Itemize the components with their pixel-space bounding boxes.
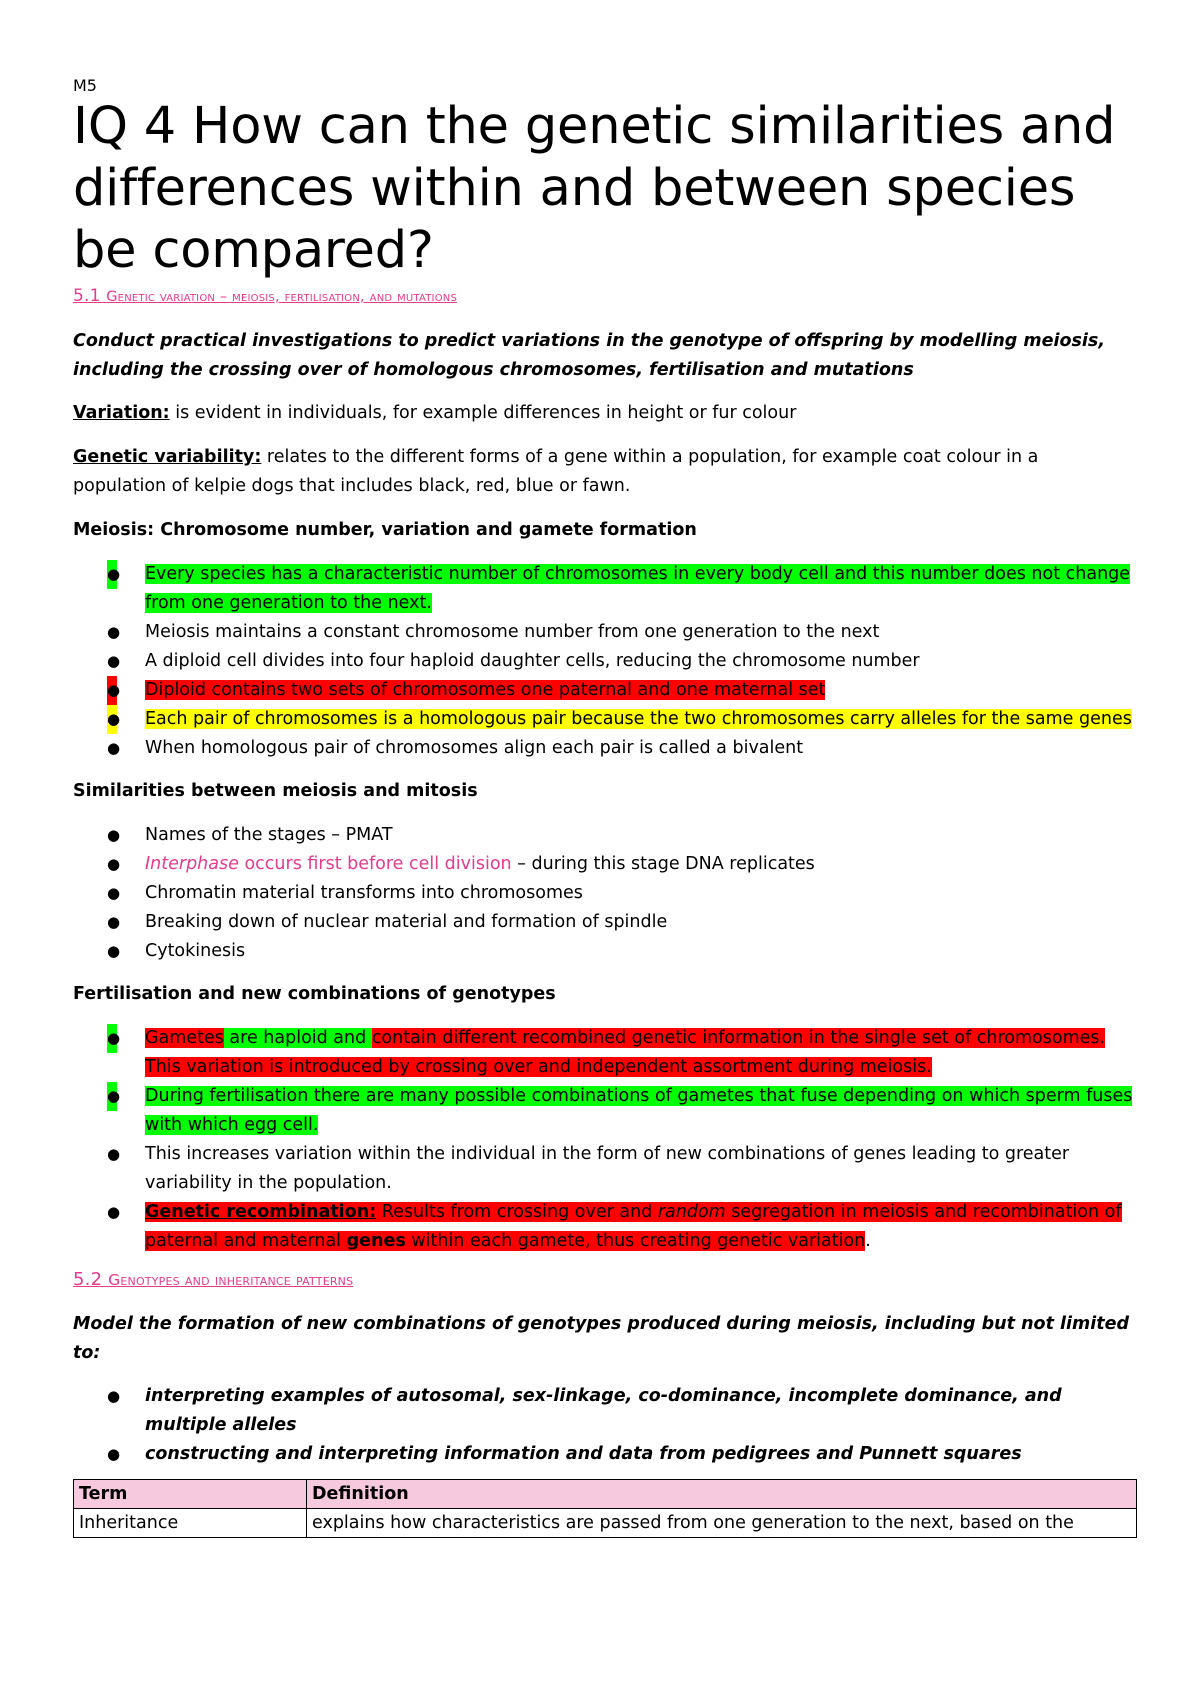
list-item bbox=[73, 1082, 1133, 1140]
list-item bbox=[73, 1198, 1133, 1256]
bullet-icon: ● bbox=[107, 739, 121, 757]
genes-text: genes bbox=[346, 1231, 406, 1251]
term-variation: Variation: bbox=[73, 403, 170, 423]
list-item bbox=[73, 1440, 1133, 1469]
bullet-icon: ● bbox=[107, 1445, 121, 1463]
list-item bbox=[73, 821, 1133, 850]
list-item bbox=[73, 908, 1133, 937]
bullet-icon: ● bbox=[107, 826, 121, 844]
page-title: IQ 4 How can the genetic similarities and differences within and between species be compared? bbox=[73, 97, 1116, 280]
bullet-icon: ● bbox=[107, 676, 117, 705]
subheading-similarities: Similarities between meiosis and mitosis bbox=[73, 781, 478, 801]
interphase-rest: – during this stage DNA replicates bbox=[511, 854, 815, 874]
bullet-icon: ● bbox=[107, 1387, 121, 1405]
list-item bbox=[73, 647, 1133, 676]
list-item-text: Every species has a characteristic number of chromosomes in every body cell and this number does not change from one generation to the next. bbox=[145, 564, 1131, 613]
definition-variation bbox=[73, 399, 1133, 428]
bullet-icon: ● bbox=[107, 913, 121, 931]
list-item-text: Each pair of chromosomes is a homologous pair because the two chromosomes carry alleles for the same genes bbox=[145, 709, 1132, 729]
bullet-icon: ● bbox=[107, 1203, 121, 1221]
list-item-text: Cytokinesis bbox=[145, 941, 246, 961]
section-heading-5-1 bbox=[73, 286, 1133, 307]
interphase-term: Interphase bbox=[145, 854, 239, 874]
period-text: . bbox=[865, 1231, 871, 1251]
bullet-icon: ● bbox=[107, 1024, 117, 1053]
haploid-text: are haploid and bbox=[223, 1028, 372, 1048]
column-header-definition: Definition bbox=[307, 1480, 1137, 1509]
similarities-list bbox=[73, 821, 1133, 966]
meiosis-list bbox=[73, 560, 1133, 763]
definition-text: is evident in individuals, for example differences in height or fur colour bbox=[169, 403, 797, 423]
list-item-text: Names of the stages – PMAT bbox=[145, 825, 393, 845]
list-item bbox=[73, 937, 1133, 966]
section-title: Genotypes and inheritance patterns bbox=[108, 1271, 354, 1289]
table-cell-term: Inheritance bbox=[74, 1509, 307, 1538]
module-label: M5 bbox=[73, 76, 97, 95]
outcome-list bbox=[73, 1382, 1133, 1469]
recombination-text: Results from crossing over and bbox=[376, 1202, 658, 1222]
bullet-icon: ● bbox=[107, 855, 121, 873]
list-item-text: A diploid cell divides into four haploid daughter cells, reducing the chromosome number bbox=[145, 651, 920, 671]
list-item bbox=[73, 1140, 1133, 1198]
list-item bbox=[73, 850, 1133, 879]
list-item bbox=[73, 705, 1133, 734]
list-item bbox=[73, 560, 1133, 618]
bullet-icon: ● bbox=[107, 652, 121, 670]
definition-text: relates to the different forms of a gene within a population, for example coat colour in a population of kelpie dogs that includes black, red, blue or fawn. bbox=[73, 447, 1039, 496]
subheading-fertilisation: Fertilisation and new combinations of genotypes bbox=[73, 984, 556, 1004]
column-header-term: Term bbox=[74, 1480, 307, 1509]
interphase-text: occurs first before cell division bbox=[238, 854, 512, 874]
list-item-text: During fertilisation there are many possible combinations of gametes that fuse depending on which sperm fuses with which egg cell. bbox=[145, 1086, 1133, 1135]
document-body bbox=[73, 76, 1133, 1538]
term-genetic-recombination: Genetic recombination: bbox=[145, 1202, 377, 1222]
section-number: 5.2 bbox=[73, 1269, 109, 1290]
variation-text: within each gamete, thus creating genetic variation bbox=[405, 1231, 866, 1251]
list-item-text: Diploid contains two sets of chromosomes one paternal and one maternal set bbox=[145, 680, 826, 700]
table-header-row bbox=[74, 1480, 1137, 1509]
list-item-text: Breaking down of nuclear material and formation of spindle bbox=[145, 912, 668, 932]
list-item-text: Meiosis maintains a constant chromosome number from one generation to the next bbox=[145, 622, 880, 642]
subheading-meiosis: Meiosis: Chromosome number, variation and gamete formation bbox=[73, 520, 697, 540]
list-item bbox=[73, 879, 1133, 908]
table-cell-definition: explains how characteristics are passed from one generation to the next, based on the bbox=[307, 1509, 1137, 1538]
list-item bbox=[73, 1024, 1133, 1082]
bullet-icon: ● bbox=[107, 884, 121, 902]
syllabus-outcome: Conduct practical investigations to predict variations in the genotype of offspring by modelling meiosis, including the crossing over of homologous chromosomes, fertilisation and mutations bbox=[73, 331, 1105, 380]
segregation-text: segregation in meiosis and recombination of paternal and maternal bbox=[145, 1202, 1122, 1251]
bullet-icon: ● bbox=[107, 560, 117, 589]
syllabus-outcome: Model the formation of new combinations of genotypes produced during meiosis, including but not limited to: bbox=[73, 1314, 1130, 1363]
list-item-text: When homologous pair of chromosomes align each pair is called a bivalent bbox=[145, 738, 804, 758]
list-item bbox=[73, 1382, 1133, 1440]
list-item-text: interpreting examples of autosomal, sex-linkage, co-dominance, incomplete dominance, and multiple alleles bbox=[145, 1386, 1062, 1435]
list-item bbox=[73, 734, 1133, 763]
bullet-icon: ● bbox=[107, 623, 121, 641]
list-item-text: This increases variation within the individual in the form of new combinations of genes leading to greater variability in the population. bbox=[145, 1144, 1070, 1193]
list-item bbox=[73, 676, 1133, 705]
bullet-icon: ● bbox=[107, 1145, 121, 1163]
recombined-text: contain different recombined genetic information in the single set of chromosomes. This variation is introduced by crossing over and independent assortment during meiosis. bbox=[145, 1028, 1106, 1077]
fertilisation-list bbox=[73, 1024, 1133, 1256]
list-item-text: constructing and interpreting information and data from pedigrees and Punnett squares bbox=[145, 1444, 1022, 1464]
bullet-icon: ● bbox=[107, 705, 117, 734]
table-row bbox=[74, 1509, 1137, 1538]
bullet-icon: ● bbox=[107, 942, 121, 960]
definition-genetic-variability bbox=[73, 443, 1133, 501]
section-heading-5-2 bbox=[73, 1270, 1133, 1290]
gametes-text: Gametes bbox=[145, 1028, 224, 1048]
list-item-text: Chromatin material transforms into chromosomes bbox=[145, 883, 583, 903]
section-number: 5.1 bbox=[73, 286, 107, 306]
list-item bbox=[73, 618, 1133, 647]
random-text: random bbox=[657, 1202, 726, 1222]
term-genetic-variability: Genetic variability: bbox=[73, 447, 262, 467]
bullet-icon: ● bbox=[107, 1082, 117, 1111]
terms-table bbox=[73, 1479, 1137, 1538]
section-title: Genetic variation – meiosis, fertilisation, and mutations bbox=[106, 289, 457, 305]
